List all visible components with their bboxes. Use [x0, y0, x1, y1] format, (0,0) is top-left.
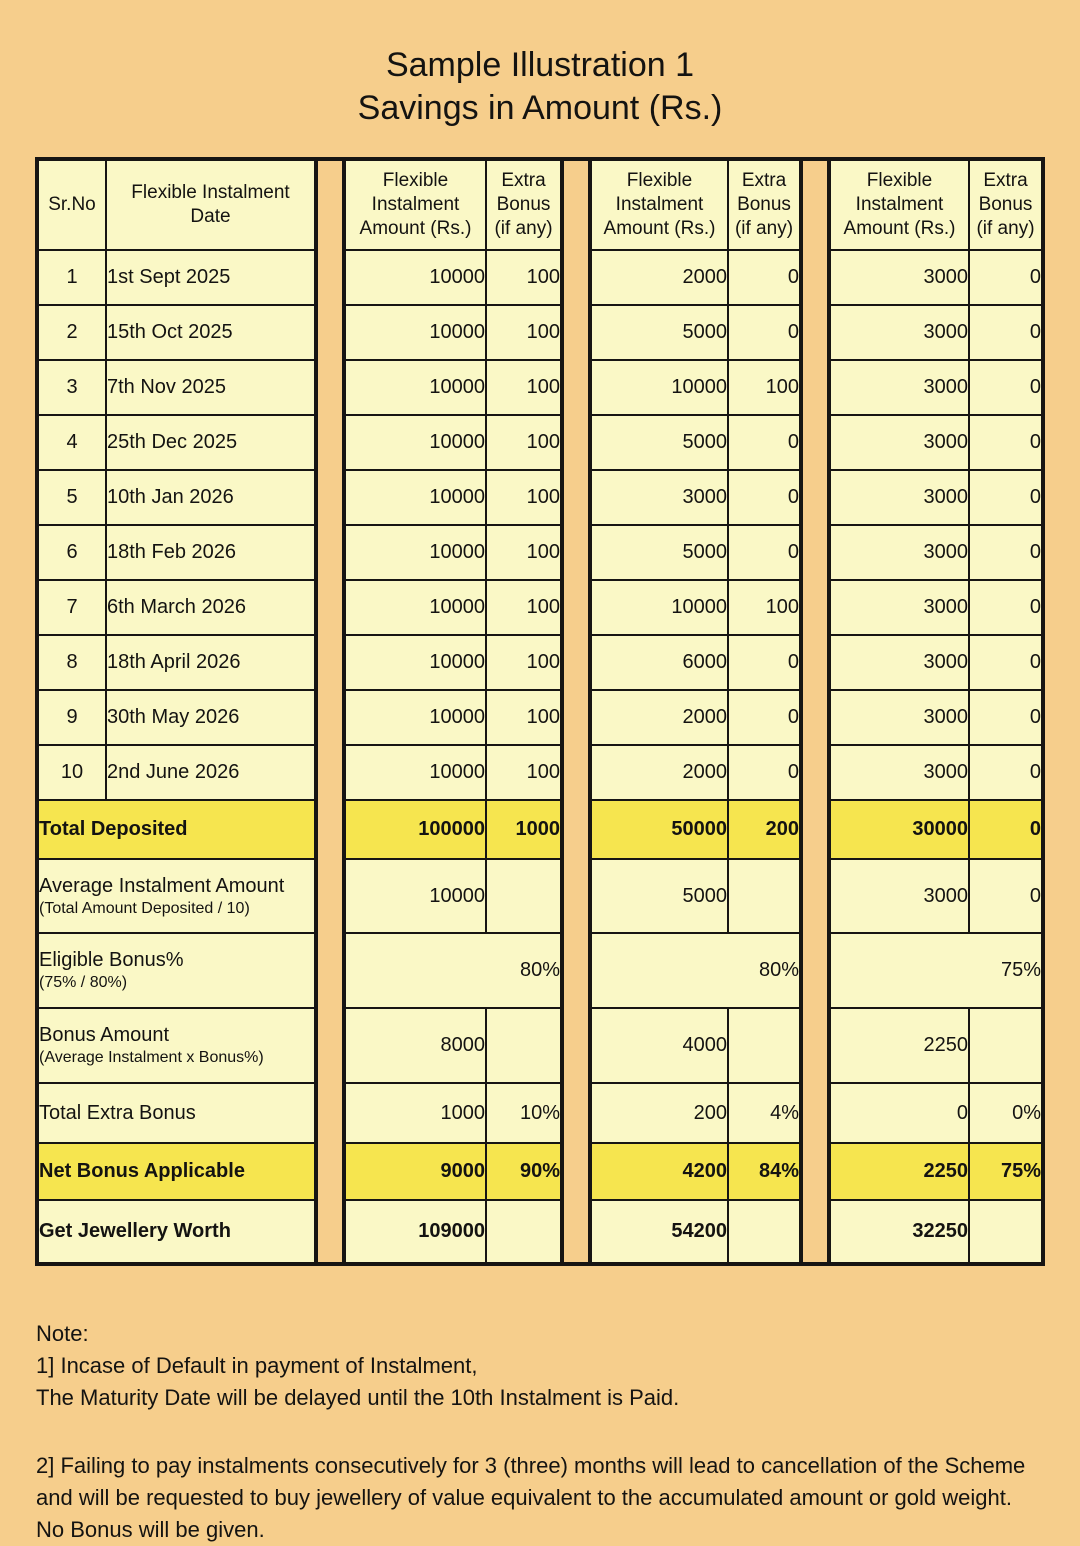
net-bonus-amount: 4200: [591, 1143, 728, 1200]
amount-cell: 6000: [591, 635, 728, 690]
bonus-cell: 0: [969, 415, 1042, 470]
note-2-line-2: and will be requested to buy jewellery of value equivalent to the accumulated amount or gold weight.: [36, 1485, 1012, 1510]
average-amount: 5000: [591, 859, 728, 933]
bonus-cell: 0: [728, 745, 800, 800]
total-deposited-amount: 50000: [591, 800, 728, 859]
extra-bonus-pct: 10%: [486, 1083, 561, 1143]
srno-cell: 4: [38, 415, 106, 470]
eligible-bonus-label-sub: (75% / 80%): [39, 974, 128, 991]
bonus-cell: 0: [969, 745, 1042, 800]
net-bonus-pct: 84%: [728, 1143, 800, 1200]
bonus-cell: 100: [486, 580, 561, 635]
net-bonus-amount: 2250: [830, 1143, 969, 1200]
amount-cell: 3000: [830, 470, 969, 525]
srno-cell: 5: [38, 470, 106, 525]
amount-cell: 10000: [591, 360, 728, 415]
amount-cell: 5000: [591, 305, 728, 360]
srno-header: Sr.No: [38, 160, 106, 250]
plan1-amount-header: Flexible Instalment Amount (Rs.): [345, 160, 486, 250]
bonus-cell: 0: [969, 470, 1042, 525]
srno-cell: 3: [38, 360, 106, 415]
amount-cell: 5000: [591, 525, 728, 580]
net-bonus-amount: 9000: [345, 1143, 486, 1200]
amount-cell: 3000: [830, 525, 969, 580]
total-deposited-bonus: 200: [728, 800, 800, 859]
eligible-bonus-value: 75%: [830, 933, 1042, 1008]
plan3-bonus-header: Extra Bonus (if any): [969, 160, 1042, 250]
bonus-amount-label-sub: (Average Instalment x Bonus%): [39, 1049, 264, 1066]
bonus-cell: 0: [969, 305, 1042, 360]
average-bonus: 0: [969, 859, 1042, 933]
total-deposited-amount: 30000: [830, 800, 969, 859]
amount-cell: 3000: [591, 470, 728, 525]
jewellery-worth-value: 54200: [591, 1200, 728, 1263]
net-bonus-label: Net Bonus Applicable: [38, 1143, 315, 1200]
amount-cell: 10000: [345, 415, 486, 470]
amount-cell: 2000: [591, 690, 728, 745]
bonus-cell: 0: [969, 250, 1042, 305]
bonus-cell: 0: [728, 635, 800, 690]
bonus-amount-label-main: Bonus Amount: [39, 1024, 170, 1046]
plan1-table: [342, 157, 564, 1266]
extra-bonus-amount: 200: [591, 1083, 728, 1143]
eligible-bonus-value: 80%: [345, 933, 561, 1008]
notes-heading: Note:: [36, 1321, 89, 1346]
amount-cell: 10000: [345, 690, 486, 745]
jewellery-worth-label: Get Jewellery Worth: [38, 1200, 315, 1263]
bonus-cell: 0: [728, 415, 800, 470]
amount-cell: 10000: [345, 580, 486, 635]
plan2-amount-header: Flexible Instalment Amount (Rs.): [591, 160, 728, 250]
eligible-bonus-value: 80%: [591, 933, 800, 1008]
note-1-line-2: The Maturity Date will be delayed until the 10th Instalment is Paid.: [36, 1385, 680, 1410]
bonus-amount-value: 8000: [345, 1008, 486, 1083]
bonus-cell: 100: [486, 745, 561, 800]
amount-cell: 3000: [830, 305, 969, 360]
empty-cell: [969, 1008, 1042, 1083]
extra-bonus-pct: 4%: [728, 1083, 800, 1143]
average-instalment-label-main: Average Instalment Amount: [39, 874, 285, 897]
amount-cell: 3000: [830, 415, 969, 470]
page-title-line2: Savings in Amount (Rs.): [357, 89, 723, 127]
bonus-cell: 0: [728, 470, 800, 525]
empty-cell: [969, 1200, 1042, 1263]
empty-cell: [486, 1200, 561, 1263]
plan3-table: [827, 157, 1045, 1266]
total-deposited-label: Total Deposited: [38, 800, 315, 859]
date-cell: 2nd June 2026: [106, 745, 315, 800]
total-extra-bonus-label: Total Extra Bonus: [38, 1083, 315, 1143]
bonus-cell: 0: [728, 250, 800, 305]
extra-bonus-pct: 0%: [969, 1083, 1042, 1143]
srno-cell: 2: [38, 305, 106, 360]
total-deposited-amount: 100000: [345, 800, 486, 859]
jewellery-worth-value: 32250: [830, 1200, 969, 1263]
bonus-cell: 100: [486, 470, 561, 525]
amount-cell: 10000: [345, 745, 486, 800]
bonus-cell: 100: [486, 635, 561, 690]
bonus-cell: 0: [969, 635, 1042, 690]
bonus-cell: 100: [486, 250, 561, 305]
bonus-cell: 0: [969, 690, 1042, 745]
extra-bonus-amount: 1000: [345, 1083, 486, 1143]
date-cell: 18th April 2026: [106, 635, 315, 690]
plan1-bonus-header: Extra Bonus (if any): [486, 160, 561, 250]
section-gap: [318, 157, 342, 1266]
average-amount: 10000: [345, 859, 486, 933]
bonus-cell: 0: [728, 305, 800, 360]
srno-cell: 1: [38, 250, 106, 305]
bonus-cell: 100: [486, 690, 561, 745]
page-title: [0, 0, 1080, 130]
srno-cell: 10: [38, 745, 106, 800]
srno-cell: 8: [38, 635, 106, 690]
srno-cell: 7: [38, 580, 106, 635]
date-header: Flexible Instalment Date: [106, 160, 315, 250]
net-bonus-pct: 75%: [969, 1143, 1042, 1200]
note-1-line-1: 1] Incase of Default in payment of Instalment,: [36, 1353, 478, 1378]
bonus-cell: 100: [486, 525, 561, 580]
date-cell: 18th Feb 2026: [106, 525, 315, 580]
amount-cell: 3000: [830, 580, 969, 635]
eligible-bonus-label: [38, 933, 315, 1008]
bonus-amount-label: [38, 1008, 315, 1083]
amount-cell: 10000: [345, 305, 486, 360]
average-instalment-label: [38, 859, 315, 933]
empty-cell: [728, 859, 800, 933]
average-amount: 3000: [830, 859, 969, 933]
date-cell: 6th March 2026: [106, 580, 315, 635]
total-deposited-bonus: 0: [969, 800, 1042, 859]
bonus-cell: 100: [486, 415, 561, 470]
net-bonus-pct: 90%: [486, 1143, 561, 1200]
scheme-table: [35, 157, 1045, 1266]
note-2-line-1: 2] Failing to pay instalments consecutively for 3 (three) months will lead to cancellation of the Scheme: [36, 1453, 1026, 1478]
bonus-cell: 0: [728, 690, 800, 745]
srno-cell: 6: [38, 525, 106, 580]
bonus-cell: 100: [486, 360, 561, 415]
plan3-amount-header: Flexible Instalment Amount (Rs.): [830, 160, 969, 250]
notes: [36, 1318, 1050, 1546]
bonus-cell: 0: [969, 525, 1042, 580]
amount-cell: 2000: [591, 250, 728, 305]
bonus-amount-value: 4000: [591, 1008, 728, 1083]
date-cell: 7th Nov 2025: [106, 360, 315, 415]
serial-date-table: [35, 157, 318, 1266]
total-deposited-bonus: 1000: [486, 800, 561, 859]
amount-cell: 3000: [830, 360, 969, 415]
empty-cell: [728, 1008, 800, 1083]
bonus-cell: 100: [728, 580, 800, 635]
amount-cell: 3000: [830, 745, 969, 800]
page-title-line1: Sample Illustration 1: [385, 46, 695, 84]
date-cell: 25th Dec 2025: [106, 415, 315, 470]
amount-cell: 3000: [830, 690, 969, 745]
bonus-cell: 0: [969, 580, 1042, 635]
date-cell: 10th Jan 2026: [106, 470, 315, 525]
amount-cell: 10000: [345, 360, 486, 415]
date-cell: 1st Sept 2025: [106, 250, 315, 305]
amount-cell: 5000: [591, 415, 728, 470]
empty-cell: [486, 859, 561, 933]
amount-cell: 2000: [591, 745, 728, 800]
amount-cell: 10000: [345, 470, 486, 525]
extra-bonus-amount: 0: [830, 1083, 969, 1143]
section-gap: [803, 157, 827, 1266]
bonus-cell: 100: [486, 305, 561, 360]
amount-cell: 3000: [830, 635, 969, 690]
amount-cell: 3000: [830, 250, 969, 305]
srno-cell: 9: [38, 690, 106, 745]
empty-cell: [486, 1008, 561, 1083]
amount-cell: 10000: [591, 580, 728, 635]
bonus-cell: 0: [969, 360, 1042, 415]
jewellery-worth-value: 109000: [345, 1200, 486, 1263]
bonus-amount-value: 2250: [830, 1008, 969, 1083]
bonus-cell: 0: [728, 525, 800, 580]
amount-cell: 10000: [345, 250, 486, 305]
plan2-bonus-header: Extra Bonus (if any): [728, 160, 800, 250]
note-2-line-3: No Bonus will be given.: [36, 1517, 265, 1542]
eligible-bonus-label-main: Eligible Bonus%: [39, 949, 184, 971]
date-cell: 15th Oct 2025: [106, 305, 315, 360]
average-instalment-label-sub: (Total Amount Deposited / 10): [39, 899, 250, 917]
empty-cell: [728, 1200, 800, 1263]
section-gap: [564, 157, 588, 1266]
amount-cell: 10000: [345, 525, 486, 580]
bonus-cell: 100: [728, 360, 800, 415]
date-cell: 30th May 2026: [106, 690, 315, 745]
plan2-table: [588, 157, 803, 1266]
amount-cell: 10000: [345, 635, 486, 690]
